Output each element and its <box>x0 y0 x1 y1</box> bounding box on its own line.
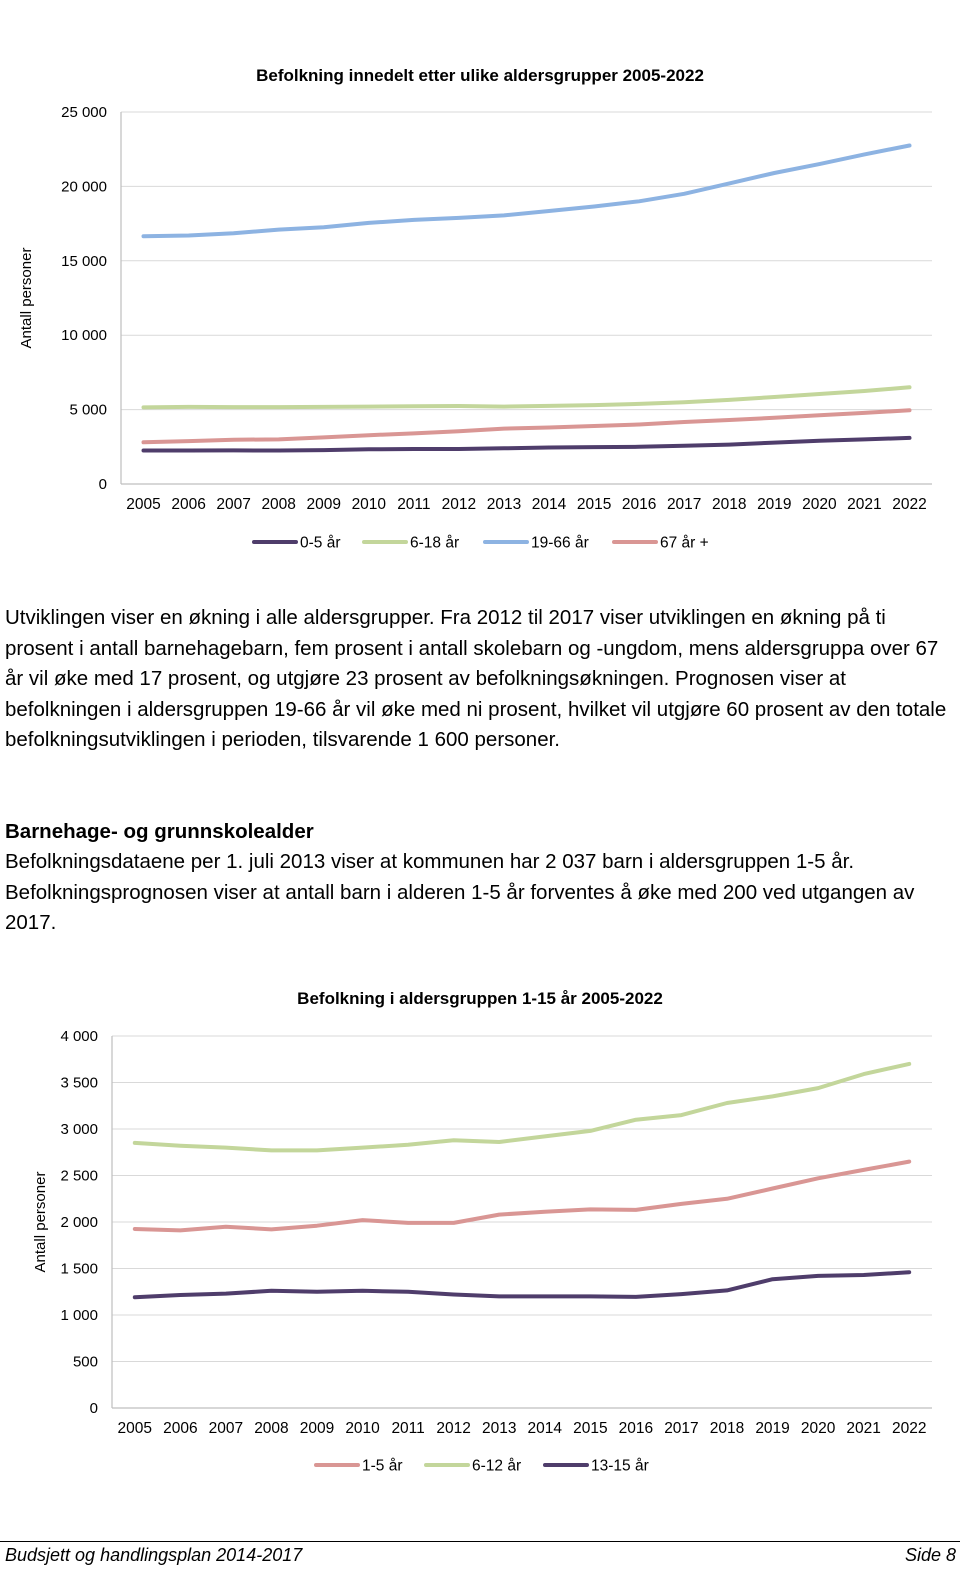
x-tick-label: 2019 <box>757 496 792 513</box>
y-axis-label: Antall personer <box>32 1171 49 1273</box>
x-tick-label: 2008 <box>261 496 296 513</box>
series-line-1-5-r <box>135 1162 909 1231</box>
legend-label-0-5-r: 0-5 år <box>300 534 341 552</box>
x-tick-label: 2022 <box>892 496 927 513</box>
y-tick-label: 0 <box>98 476 107 493</box>
x-tick-label: 2012 <box>436 1420 471 1437</box>
x-tick-label: 2021 <box>846 1420 881 1437</box>
x-tick-label: 2019 <box>755 1420 790 1437</box>
y-tick-label: 2 000 <box>60 1214 98 1231</box>
y-tick-label: 4 000 <box>60 1028 98 1045</box>
x-tick-label: 2010 <box>351 496 387 513</box>
x-tick-label: 2015 <box>573 1420 608 1437</box>
x-tick-label: 2020 <box>802 496 837 513</box>
chart-title: Befolkning innedelt etter ulike aldersgrupper 2005-2022 <box>256 66 704 85</box>
x-tick-label: 2018 <box>712 496 747 513</box>
y-tick-label: 2 500 <box>60 1167 98 1185</box>
x-tick-label: 2015 <box>576 496 612 513</box>
chart-children-1-15 <box>0 975 960 1485</box>
x-tick-label: 2007 <box>216 496 251 513</box>
series-line-19-66-r <box>144 146 910 237</box>
x-tick-label: 2013 <box>481 1420 517 1437</box>
section-heading: Barnehage- og grunnskolealder <box>5 820 314 843</box>
series-line-6-12-r <box>135 1064 909 1151</box>
y-tick-label: 3 000 <box>60 1121 98 1138</box>
legend-label-13-15-r: 13-15 år <box>591 1457 649 1475</box>
x-tick-label: 2012 <box>441 496 477 513</box>
x-tick-label: 2009 <box>306 496 341 513</box>
x-tick-label: 2014 <box>531 496 567 513</box>
x-tick-label: 2011 <box>397 496 431 513</box>
y-axis-label: Antall personer <box>18 247 35 349</box>
x-tick-label: 2011 <box>391 1420 425 1437</box>
x-tick-label: 2014 <box>527 1420 563 1437</box>
chart-svg <box>0 50 960 560</box>
legend-label-67-r: 67 år + <box>660 534 709 552</box>
y-tick-label: 5 000 <box>69 401 107 419</box>
x-tick-label: 2010 <box>345 1420 380 1437</box>
y-tick-label: 1 000 <box>60 1307 98 1324</box>
x-tick-label: 2008 <box>254 1420 289 1437</box>
x-tick-label: 2009 <box>299 1420 335 1437</box>
x-tick-label: 2020 <box>800 1420 836 1437</box>
chart-svg <box>0 975 960 1480</box>
x-tick-label: 2018 <box>709 1420 745 1437</box>
y-tick-label: 25 000 <box>61 104 107 121</box>
x-tick-label: 2005 <box>117 1420 153 1437</box>
x-tick-label: 2013 <box>486 496 522 513</box>
x-tick-label: 2017 <box>666 496 702 513</box>
legend-label-1-5-r: 1-5 år <box>362 1457 403 1475</box>
page-footer <box>0 1541 960 1570</box>
paragraph-population-development: Utviklingen viser en økning i alle aldersgrupper. Fra 2012 til 2017 viser utviklingen en økning på ti prosent i antall barnehagebarn, fem prosent i antall skolebarn og -ungdom, mens aldersgruppa over 67 år vil øke med 17 prosent, og utgjøre 23 prosent av befolkningsøkningen. Prognosen viser at befolkningen i aldersgruppen 19-66 år vil øke med ni prosent, hvilket vil utgjøre 60 prosent av den totale befolkningsutviklingen i perioden, tilsvarende 1 600 personer. <box>5 606 947 751</box>
x-tick-label: 2016 <box>618 1420 654 1437</box>
y-tick-label: 500 <box>72 1353 98 1371</box>
series-line-13-15-r <box>135 1272 909 1297</box>
series-line-6-18-r <box>144 387 910 407</box>
footer-page-number: Side 8 <box>904 1545 956 1565</box>
legend-label-6-18-r: 6-18 år <box>410 534 460 552</box>
x-tick-label: 2016 <box>621 496 657 513</box>
y-tick-label: 0 <box>89 1400 98 1417</box>
x-tick-label: 2006 <box>171 496 206 513</box>
series-line-67-r <box>144 410 910 442</box>
y-tick-label: 3 500 <box>60 1074 98 1092</box>
y-tick-label: 1 500 <box>60 1260 98 1278</box>
x-tick-label: 2021 <box>847 496 882 513</box>
chart-age-groups <box>0 50 960 565</box>
y-tick-label: 15 000 <box>61 252 107 270</box>
legend-label-19-66-r: 19-66 år <box>531 534 589 552</box>
footer-document-title: Budsjett og handlingsplan 2014-2017 <box>5 1545 303 1565</box>
x-tick-label: 2006 <box>163 1420 198 1437</box>
chart-title: Befolkning i aldersgruppen 1-15 år 2005-2022 <box>297 989 663 1008</box>
x-tick-label: 2017 <box>664 1420 699 1437</box>
x-tick-label: 2005 <box>126 496 161 513</box>
legend-label-6-12-r: 6-12 år <box>472 1457 522 1475</box>
x-tick-label: 2022 <box>891 1420 927 1437</box>
y-tick-label: 10 000 <box>61 327 107 345</box>
x-tick-label: 2007 <box>208 1420 244 1437</box>
paragraph-kindergarten: Befolkningsdataene per 1. juli 2013 viser at kommunen har 2 037 barn i aldersgruppen 1-5 år. Befolkningsprognosen viser at antall barn i alderen 1-5 år forventes å øke med 200 ved utgangen av 2017. <box>5 850 915 934</box>
y-tick-label: 20 000 <box>61 178 107 196</box>
